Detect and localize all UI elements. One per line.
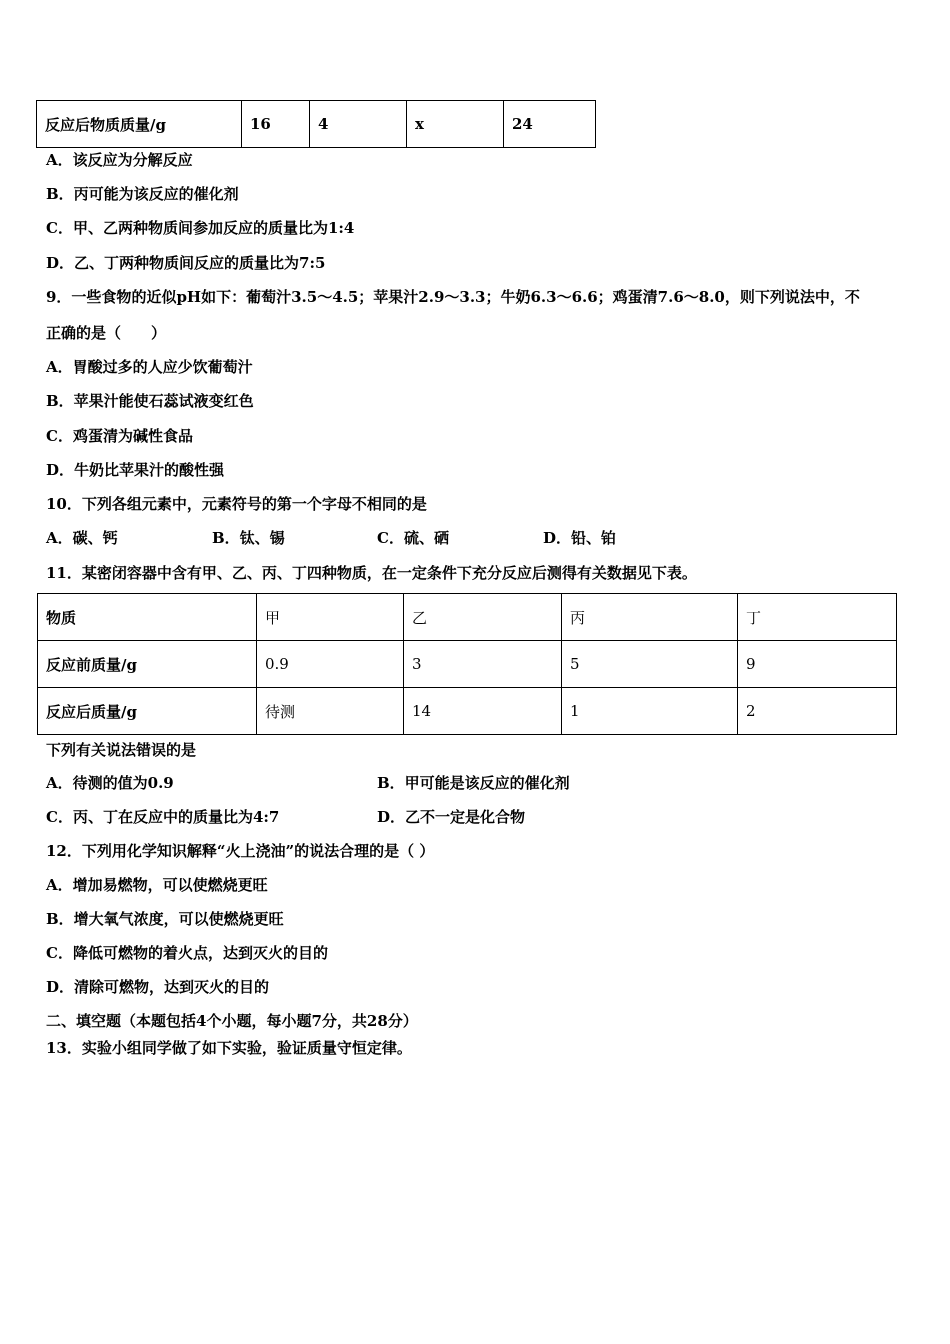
table-cell: 16 — [242, 101, 310, 148]
table-cell: x — [407, 101, 504, 148]
table-cell: 3 — [404, 641, 562, 688]
q10-option-b: B．钛、锡 — [212, 529, 285, 547]
q11-option-d: D．乙不一定是化合物 — [377, 808, 526, 826]
table-row — [38, 688, 897, 735]
table-cell: 0.9 — [257, 641, 404, 688]
q11-data-table — [37, 593, 897, 735]
q11-option-b: B．甲可能是该反应的催化剂 — [377, 774, 570, 792]
q10-option-c: C．硫、硒 — [377, 529, 449, 547]
q8-option-b: B．丙可能为该反应的催化剂 — [46, 185, 239, 203]
table-cell: 反应后物质质量/g — [37, 101, 242, 148]
table-cell: 2 — [738, 688, 897, 735]
table-cell: 待测 — [257, 688, 404, 735]
q12-option-b: B．增大氧气浓度，可以使燃烧更旺 — [46, 910, 284, 928]
q11-option-c: C．丙、丁在反应中的质量比为4:7 — [46, 808, 280, 826]
table-row — [37, 101, 596, 148]
q11-question: 下列有关说法错误的是 — [46, 741, 197, 759]
q12-option-c: C．降低可燃物的着火点，达到灭火的目的 — [46, 944, 328, 962]
q9-stem-line2: 正确的是（ ） — [46, 324, 167, 342]
table-row — [38, 641, 897, 688]
q10-stem: 10．下列各组元素中，元素符号的第一个字母不相同的是 — [46, 495, 427, 513]
q9-option-a: A．胃酸过多的人应少饮葡萄汁 — [46, 358, 253, 376]
q13-stem: 13．实验小组同学做了如下实验，验证质量守恒定律。 — [46, 1039, 412, 1057]
q8-option-c: C．甲、乙两种物质间参加反应的质量比为1:4 — [46, 219, 355, 237]
table-cell: 1 — [562, 688, 738, 735]
q8-option-a: A．该反应为分解反应 — [46, 151, 193, 169]
section-heading: 二、填空题（本题包括4个小题，每小题7分，共28分） — [46, 1012, 418, 1030]
q11-option-a: A．待测的值为0.9 — [46, 774, 174, 792]
table-header-cell: 丙 — [562, 594, 738, 641]
q12-option-d: D．清除可燃物，达到灭火的目的 — [46, 978, 270, 996]
top-data-table — [36, 100, 596, 148]
table-cell: 24 — [504, 101, 596, 148]
q11-stem: 11．某密闭容器中含有甲、乙、丙、丁四种物质，在一定条件下充分反应后测得有关数据见下表。 — [46, 564, 697, 582]
q12-stem: 12．下列用化学知识解释“火上浇油”的说法合理的是（ ） — [46, 842, 435, 860]
q8-option-d: D．乙、丁两种物质间反应的质量比为7:5 — [46, 254, 326, 272]
table-cell: 反应后质量/g — [38, 688, 257, 735]
table-cell: 14 — [404, 688, 562, 735]
table-header-cell: 丁 — [738, 594, 897, 641]
q10-option-a: A．碳、钙 — [46, 529, 118, 547]
table-header-cell: 物质 — [38, 594, 257, 641]
table-header-cell: 甲 — [257, 594, 404, 641]
table-cell: 反应前质量/g — [38, 641, 257, 688]
table-cell: 5 — [562, 641, 738, 688]
q9-option-b: B．苹果汁能使石蕊试液变红色 — [46, 392, 254, 410]
q9-option-d: D．牛奶比苹果汁的酸性强 — [46, 461, 225, 479]
q12-option-a: A．增加易燃物，可以使燃烧更旺 — [46, 876, 268, 894]
table-cell: 9 — [738, 641, 897, 688]
table-header-row — [38, 594, 897, 641]
q9-stem-line1: 9．一些食物的近似pH如下：葡萄汁3.5～4.5；苹果汁2.9～3.3；牛奶6.3～6.6；鸡蛋清7.6～8.0，则下列说法中，不 — [46, 288, 860, 306]
q9-option-c: C．鸡蛋清为碱性食品 — [46, 427, 193, 445]
table-cell: 4 — [310, 101, 407, 148]
q10-option-d: D．铅、铂 — [543, 529, 617, 547]
table-header-cell: 乙 — [404, 594, 562, 641]
